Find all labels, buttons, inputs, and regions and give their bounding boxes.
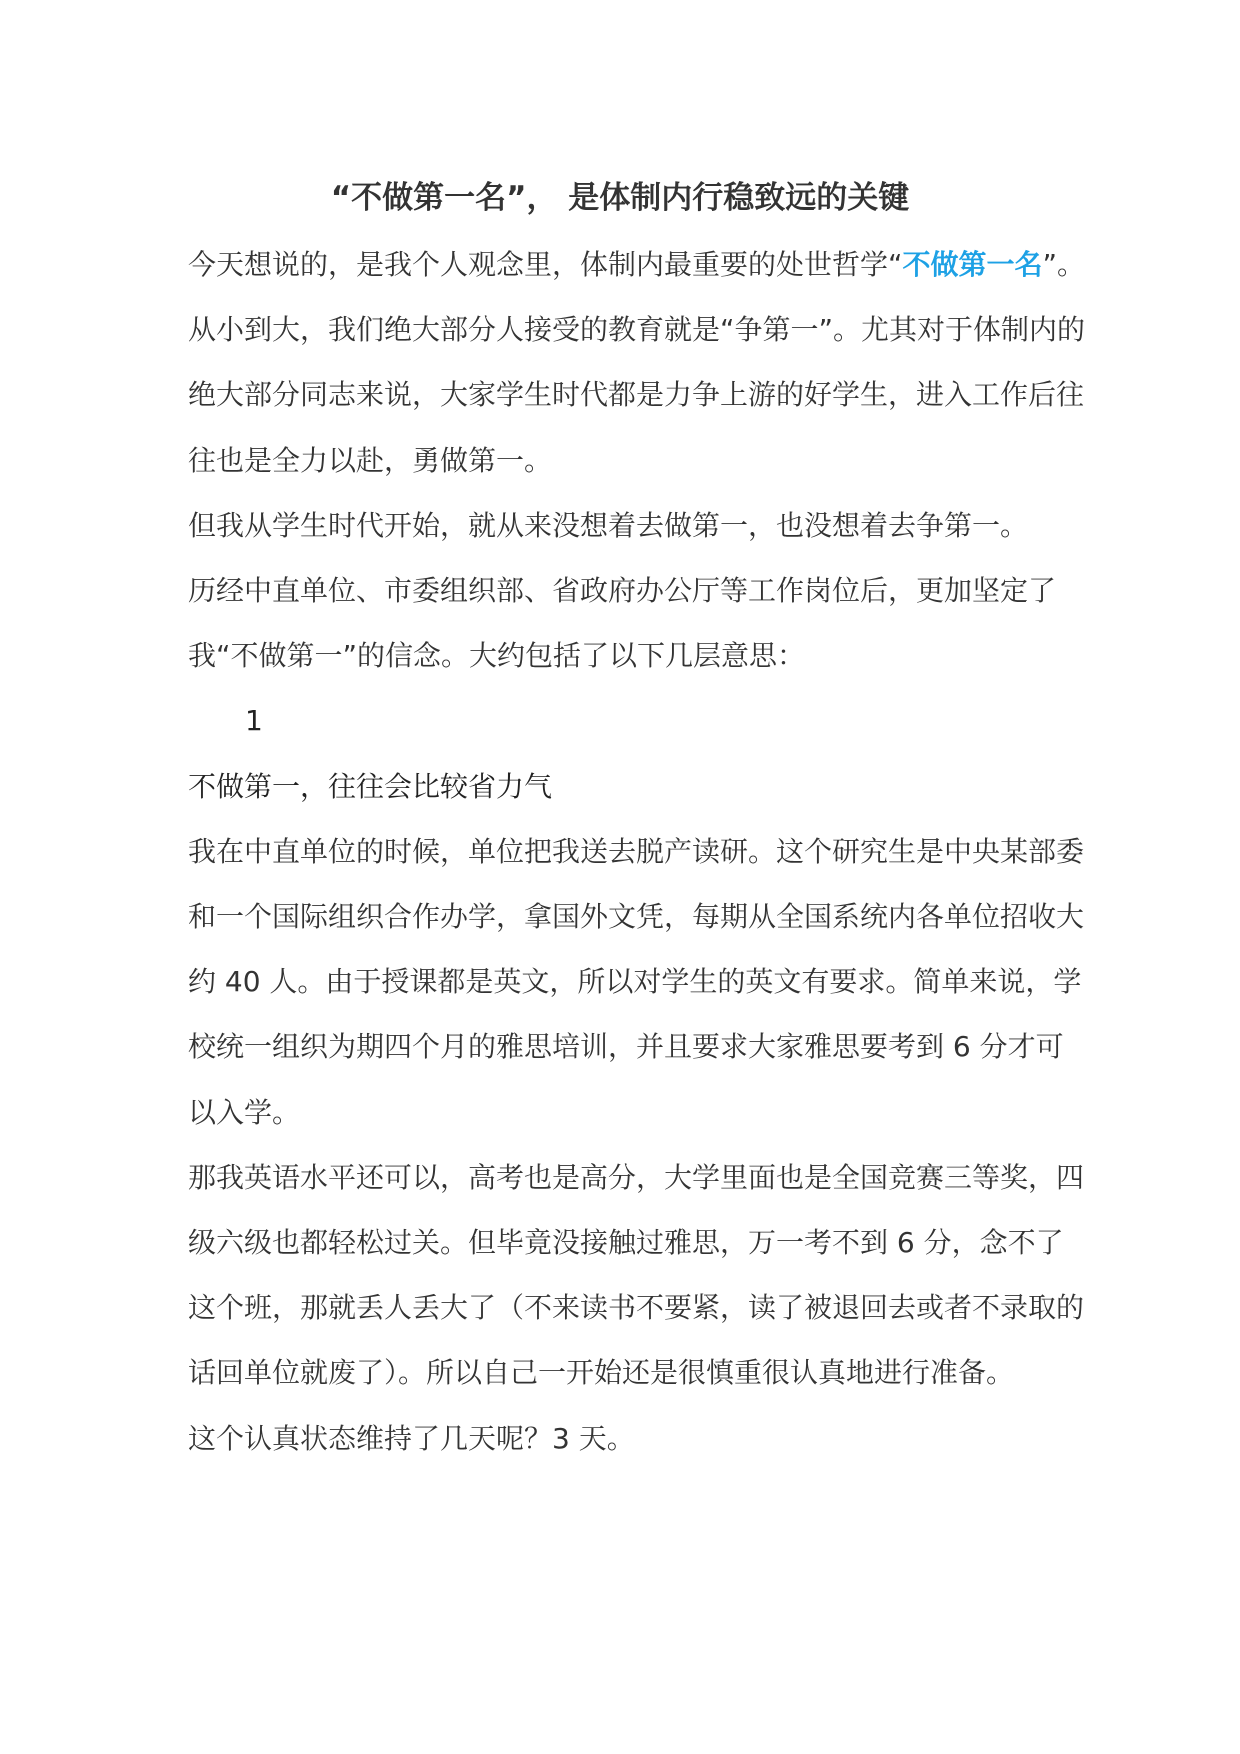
paragraph: 我在中直单位的时候，单位把我送去脱产读研。这个研究生是中央某部委和一个国际组织合作办学，拿国外文凭，每期从全国系统内各单位招收大约 40 人。由于授课都是英文，所以对学生的英文有要求。简单来说，学校统一组织为期四个月的雅思培训，并且要求大家雅思要考到 6 分才可以入学。	[188, 834, 1085, 1129]
paragraph: 从小到大，我们绝大部分人接受的教育就是“争第一”。尤其对于体制内的绝大部分同志来说，大家学生时代都是力争上游的好学生，进入工作后往往也是全力以赴，勇做第一。	[188, 313, 1086, 477]
section-number: 1	[245, 704, 263, 738]
highlight-phrase: 不做第一名	[902, 248, 1043, 281]
intro-paragraph	[188, 232, 1088, 297]
article-body	[188, 232, 1088, 1471]
section-heading: 不做第一，往往会比较省力气	[188, 769, 553, 803]
paragraph: 这个认真状态维持了几天呢？3 天。	[188, 1421, 635, 1455]
intro-text-end: ”。	[1042, 248, 1086, 281]
paragraph: 那我英语水平还可以，高考也是高分，大学里面也是全国竞赛三等奖，四级六级也都轻松过关。但毕竟没接触过雅思，万一考不到 6 分，念不了这个班，那就丢人丢大了（不来读书不要紧，读了被退回去或者不录取的话回单位就废了）。所以自己一开始还是很慎重很认真地进行准备。	[188, 1160, 1085, 1390]
article-title: “不做第一名”， 是体制内行稳致远的关键	[330, 180, 910, 216]
intro-text: 今天想说的，是我个人观念里，体制内最重要的处世哲学“	[188, 248, 903, 281]
paragraph: 但我从学生时代开始，就从来没想着去做第一，也没想着去争第一。	[188, 508, 1029, 542]
paragraph: 历经中直单位、市委组织部、省政府办公厅等工作岗位后，更加坚定了我“不做第一”的信念。大约包括了以下几层意思：	[188, 574, 1057, 673]
